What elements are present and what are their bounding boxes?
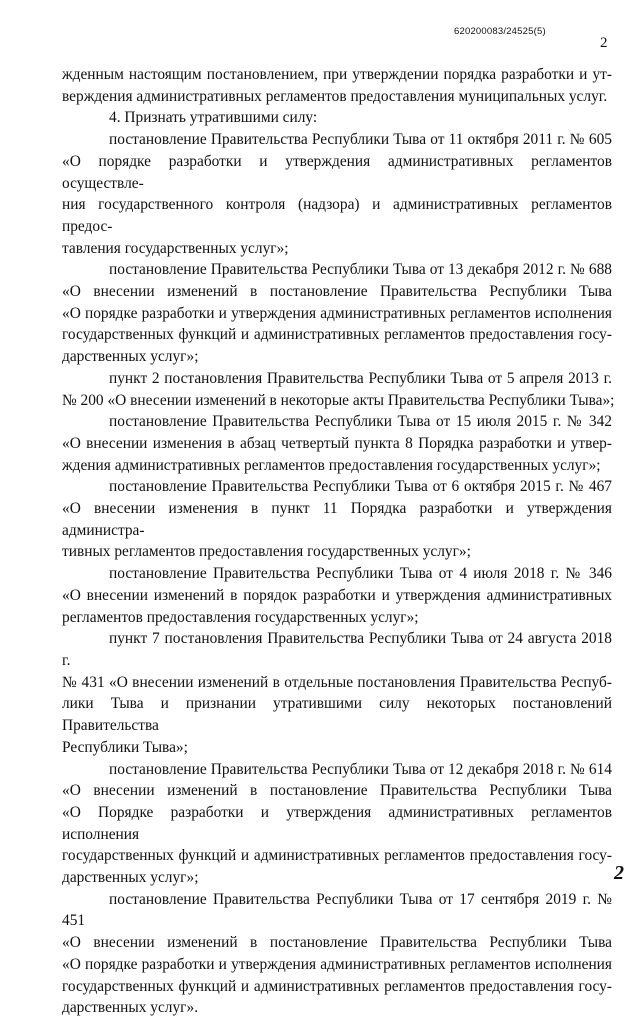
text-line: тивных регламентов предоставления государственных услуг»;: [62, 543, 471, 561]
text-line: пункт 7 постановления Правительства Республики Тыва от 24 августа 2018 г.: [62, 630, 612, 669]
text-line: ния государственного контроля (надзора) и административных регламентов предос-: [62, 196, 612, 235]
text-line: верждения административных регламентов предоставления муниципальных услуг.: [62, 87, 608, 105]
text-line: «О порядке разработки и утверждения административных регламентов исполнения: [62, 955, 612, 973]
document-body: [62, 64, 615, 1019]
text-line: государственных функций и административных регламентов предоставления госу-: [62, 977, 612, 995]
text-line: постановление Правительства Республики Тыва от 12 декабря 2018 г. № 614: [109, 760, 612, 778]
text-line: «О порядке разработки и утверждения административных регламентов осуществле-: [62, 152, 612, 192]
text-line: постановление Правительства Республики Тыва от 13 декабря 2012 г. № 688: [109, 261, 612, 279]
text-line: государственных функций и административных регламентов предоставления госу-: [62, 847, 612, 865]
handwritten-page-mark: 2: [614, 862, 624, 884]
text-line: «О внесении изменений в постановление Правительства Республики Тыва: [62, 782, 612, 800]
text-line: тавления государственных услуг»;: [62, 239, 289, 257]
text-line: «О внесении изменения в пункт 11 Порядка разработки и утверждения администра-: [62, 500, 612, 539]
text-line: 4. Признать утратившими силу:: [109, 109, 318, 127]
text-line: «О внесении изменений в порядок разработки и утверждения административных: [62, 586, 612, 604]
text-line: дарственных услуг»;: [62, 869, 199, 887]
text-line: «О внесении изменений в постановление Правительства Республики Тыва: [62, 934, 612, 952]
text-line: постановление Правительства Республики Тыва от 6 октября 2015 г. № 467: [109, 478, 612, 496]
text-line: регламентов предоставления государственных услуг»;: [62, 608, 419, 626]
text-line: № 431 «О внесении изменений в отдельные постановления Правительства Респуб-: [62, 673, 612, 691]
text-line: «О порядке разработки и утверждения административных регламентов исполнения: [62, 304, 612, 322]
text-line: государственных функций и административных регламентов предоставления госу-: [62, 326, 612, 344]
text-line: лики Тыва и признании утратившими силу некоторых постановлений Правительства: [62, 695, 612, 735]
text-line: № 200 «О внесении изменений в некоторые акты Правительства Республики Тыва»;: [62, 391, 615, 409]
text-line: пункт 2 постановления Правительства Республики Тыва от 5 апреля 2013 г.: [109, 369, 612, 387]
text-line: жденным настоящим постановлением, при утверждении порядка разработки и ут-: [62, 66, 612, 83]
text-line: «О Порядке разработки и утверждения административных регламентов исполнения: [62, 803, 612, 843]
text-line: постановление Правительства Республики Тыва от 17 сентября 2019 г. № 451: [62, 890, 612, 930]
document-code: 620200083/24525(5): [454, 26, 546, 37]
text-line: постановление Правительства Республики Тыва от 15 июля 2015 г. № 342: [109, 413, 612, 431]
text-line: ждения административных регламентов предоставления государственных услуг»;: [62, 456, 601, 474]
text-line: постановление Правительства Республики Тыва от 4 июля 2018 г. № 346: [109, 565, 612, 583]
text-line: «О внесении изменения в абзац четвертый пункта 8 Порядка разработки и утвер-: [62, 434, 612, 452]
text-line: дарственных услуг».: [62, 999, 199, 1017]
text-line: постановление Правительства Республики Тыва от 11 октября 2011 г. № 605: [109, 131, 612, 149]
text-line: Республики Тыва»;: [62, 738, 188, 756]
text-line: «О внесении изменений в постановление Правительства Республики Тыва: [62, 283, 612, 301]
text-line: дарственных услуг»;: [62, 348, 199, 366]
page-number: 2: [600, 35, 608, 51]
